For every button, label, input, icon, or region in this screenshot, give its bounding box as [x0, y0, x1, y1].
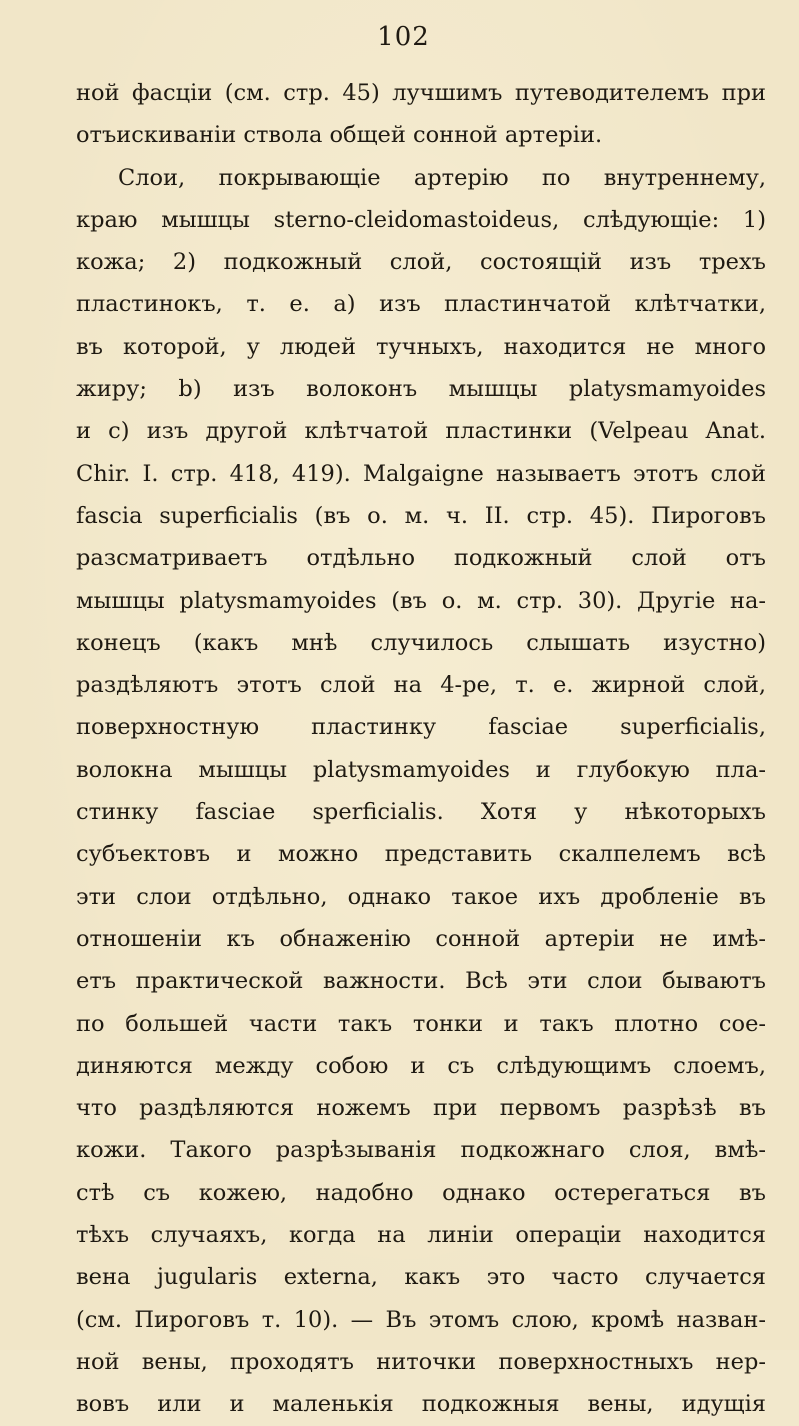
text-line: и c) изъ другой клѣтчатой пластинки (Velpeau Anat.	[76, 418, 766, 445]
text-line: что раздѣляются ножемъ при первомъ разрѣзѣ въ	[76, 1095, 766, 1122]
text-line: мышцы platysmamyoides (въ о. м. стр. 30). Другіе на-	[76, 587, 766, 614]
text-line: краю мышцы sterno-cleidomastoideus, слѣдующіе: 1)	[76, 206, 766, 233]
text-line: отношеніи къ обнаженію сонной артеріи не имѣ-	[76, 925, 766, 952]
text-line: етъ практической важности. Всѣ эти слои бываютъ	[76, 968, 766, 995]
text-line: пластинокъ, т. е. a) изъ пластинчатой клѣтчатки,	[76, 291, 766, 318]
text-line: (см. Пироговъ т. 10). — Въ этомъ слою, кромѣ назван-	[76, 1306, 766, 1333]
text-line: волокна мышцы platysmamyoides и глубокую пла-	[76, 756, 766, 783]
text-line: ной фасціи (см. стр. 45) лучшимъ путеводителемъ при	[76, 80, 766, 106]
text-line: ной вены, проходятъ ниточки поверхностныхъ нер-	[76, 1348, 766, 1375]
text-line: кожа; 2) подкожный слой, состоящій изъ трехъ	[76, 249, 766, 276]
text-line: вовъ или и маленькія подкожныя вены, идущія	[76, 1391, 766, 1418]
text-line: отъискиваніи ствола общей сонной артеріи.	[76, 122, 603, 149]
text-line: вена jugularis externa, какъ это часто случается	[76, 1264, 766, 1291]
text-line: конецъ (какъ мнѣ случилось слышать изустно)	[76, 629, 766, 656]
text-line: fascia superficialis (въ о. м. ч. II. стр. 45). Пироговъ	[76, 502, 766, 529]
text-line: стѣ съ кожею, надобно однако остерегаться въ	[76, 1179, 766, 1206]
text-line: тѣхъ случаяхъ, когда на линіи операціи находится	[76, 1222, 766, 1249]
text-line: раздѣляютъ этотъ слой на 4-ре, т. е. жирной слой,	[76, 672, 766, 699]
text-line: кожи. Такого разрѣзыванія подкожнаго слоя, вмѣ-	[76, 1137, 766, 1164]
paragraph-start-line: Слои, покрывающіе артерію по внутреннему,	[118, 164, 766, 191]
text-line: Chir. I. стр. 418, 419). Malgaigne называетъ этотъ слой	[76, 460, 766, 487]
text-line: въ которой, у людей тучныхъ, находится не много	[76, 333, 766, 360]
text-line: стинку fasciae sperficialis. Хотя у нѣкоторыхъ	[76, 799, 766, 826]
text-line: разсматриваетъ отдѣльно подкожный слой отъ	[76, 545, 766, 572]
text-line: эти слои отдѣльно, однако такое ихъ дробленіе въ	[76, 883, 766, 910]
text-line: субъектовъ и можно представить скалпелемъ всѣ	[76, 841, 766, 868]
text-line: жиру; b) изъ волоконъ мышцы platysmamyoides	[76, 376, 766, 403]
text-line: диняются между собою и съ слѣдующимъ слоемъ,	[76, 1052, 766, 1079]
text-line: поверхностную пластинку fasciae superficialis,	[76, 714, 766, 741]
page-number: 102	[377, 22, 430, 52]
text-line: по большей части такъ тонки и такъ плотно сое-	[76, 1010, 766, 1037]
body-text	[76, 72, 766, 1426]
